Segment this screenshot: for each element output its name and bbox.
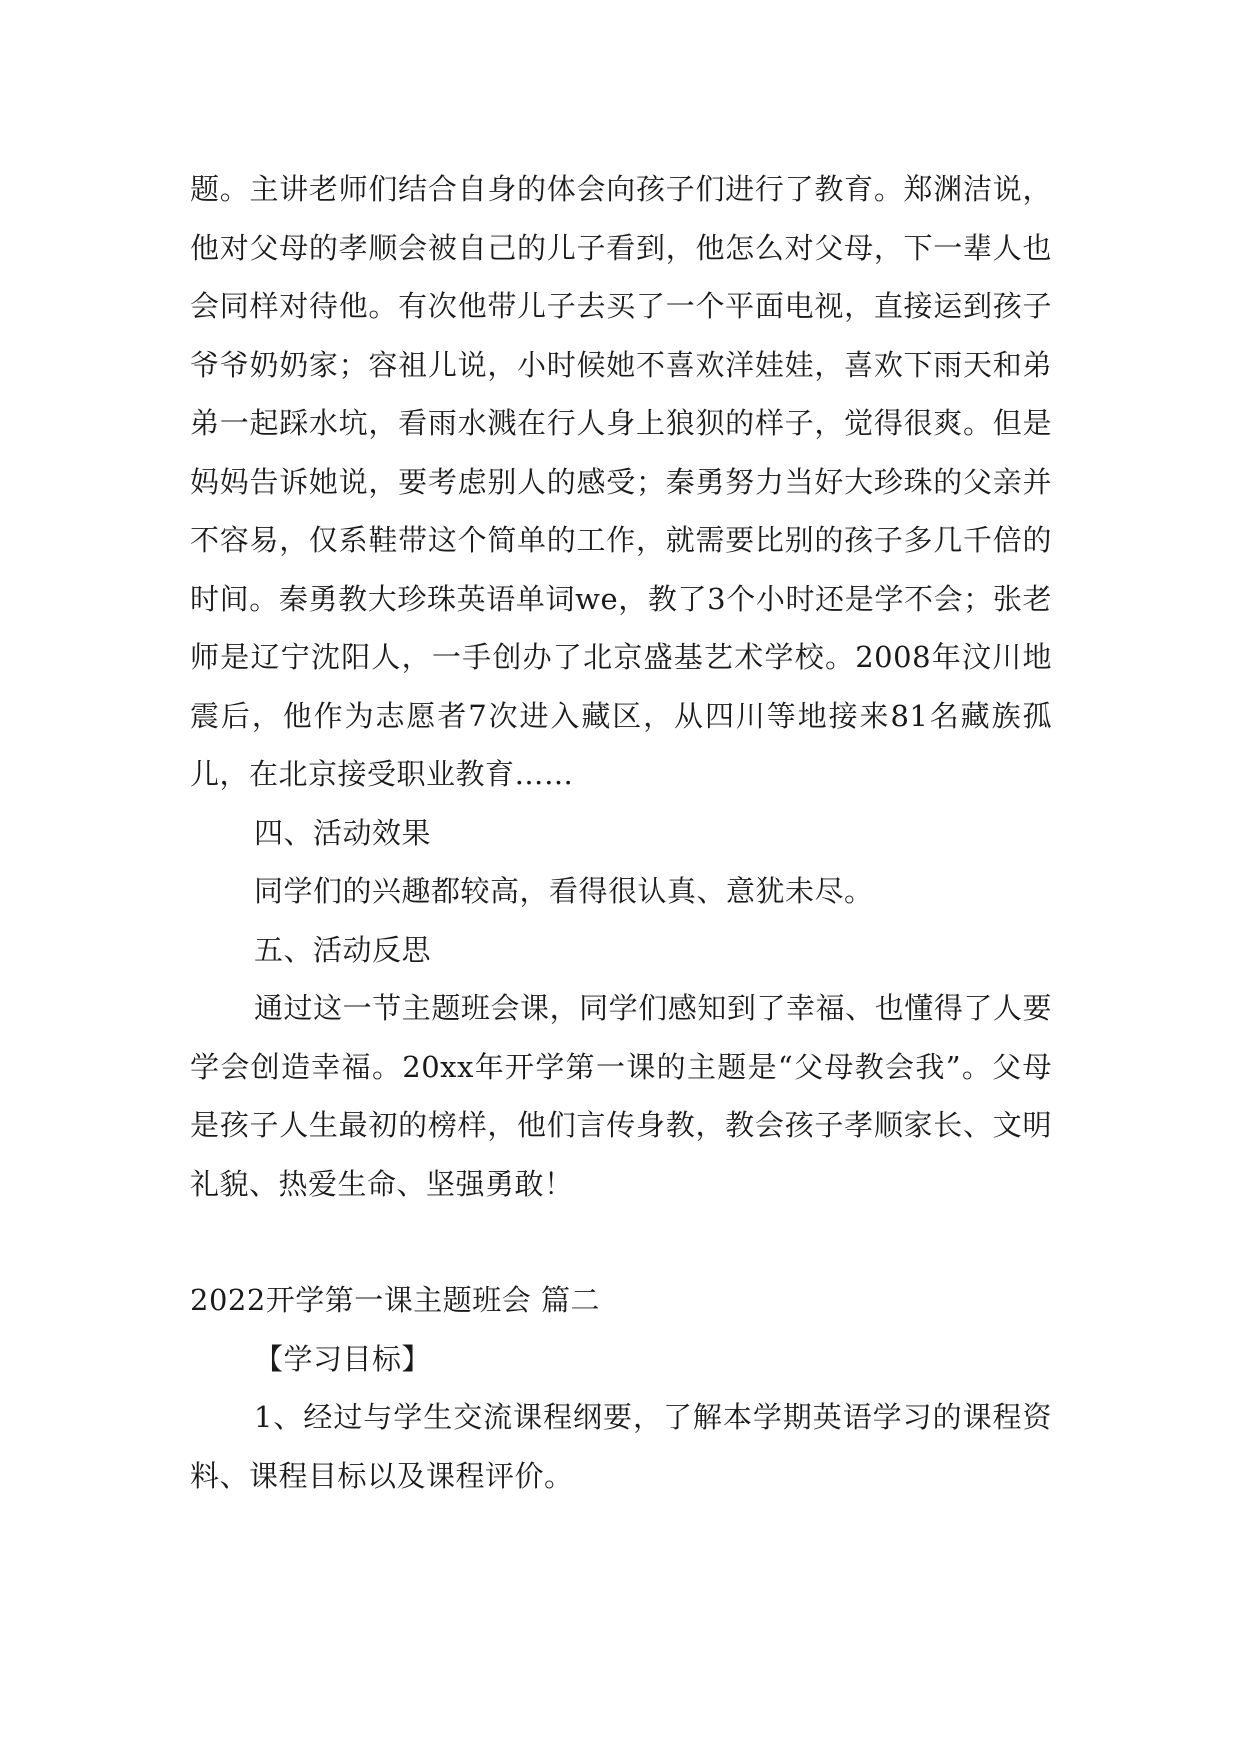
document-body bbox=[190, 160, 1052, 1505]
section-title: 2022开学第一课主题班会 篇二 bbox=[190, 1283, 601, 1317]
heading-activity-reflection: 五、活动反思 bbox=[254, 932, 432, 967]
objective-item-1: 1、经过与学生交流课程纲要，了解本学期英语学习的课程资料、课程目标以及课程评价。 bbox=[190, 1400, 1052, 1493]
activity-reflection-paragraph: 通过这一节主题班会课，同学们感知到了幸福、也懂得了人要学会创造幸福。20xx年开学第一课的主题是“父母教会我”。父母是孩子人生最初的榜样，他们言传身教，教会孩子孝顺家长、文明礼貌、热爱生命、坚强勇敢！ bbox=[190, 991, 1052, 1201]
activity-effect-paragraph: 同学们的兴趣都较高，看得很认真、意犹未尽。 bbox=[254, 874, 874, 908]
heading-activity-effect: 四、活动效果 bbox=[254, 815, 432, 850]
objectives-heading: 【学习目标】 bbox=[254, 1341, 432, 1376]
intro-paragraph: 题。主讲老师们结合自身的体会向孩子们进行了教育。郑渊洁说，他对父母的孝顺会被自己的儿子看到，他怎么对父母，下一辈人也会同样对待他。有次他带儿子去买了一个平面电视，直接运到孩子爷爷奶奶家；容祖儿说，小时候她不喜欢洋娃娃，喜欢下雨天和弟弟一起踩水坑，看雨水溅在行人身上狼狈的样子，觉得很爽。但是妈妈告诉她说，要考虑别人的感受；秦勇努力当好大珍珠的父亲并不容易，仅系鞋带这个简单的工作，就需要比别的孩子多几千倍的时间。秦勇教大珍珠英语单词we，教了3个小时还是学不会；张老师是辽宁沈阳人，一手创办了北京盛基艺术学校。2008年汶川地震后，他作为志愿者7次进入藏区，从四川等地接来81名藏族孤儿，在北京接受职业教育…… bbox=[190, 172, 1052, 791]
